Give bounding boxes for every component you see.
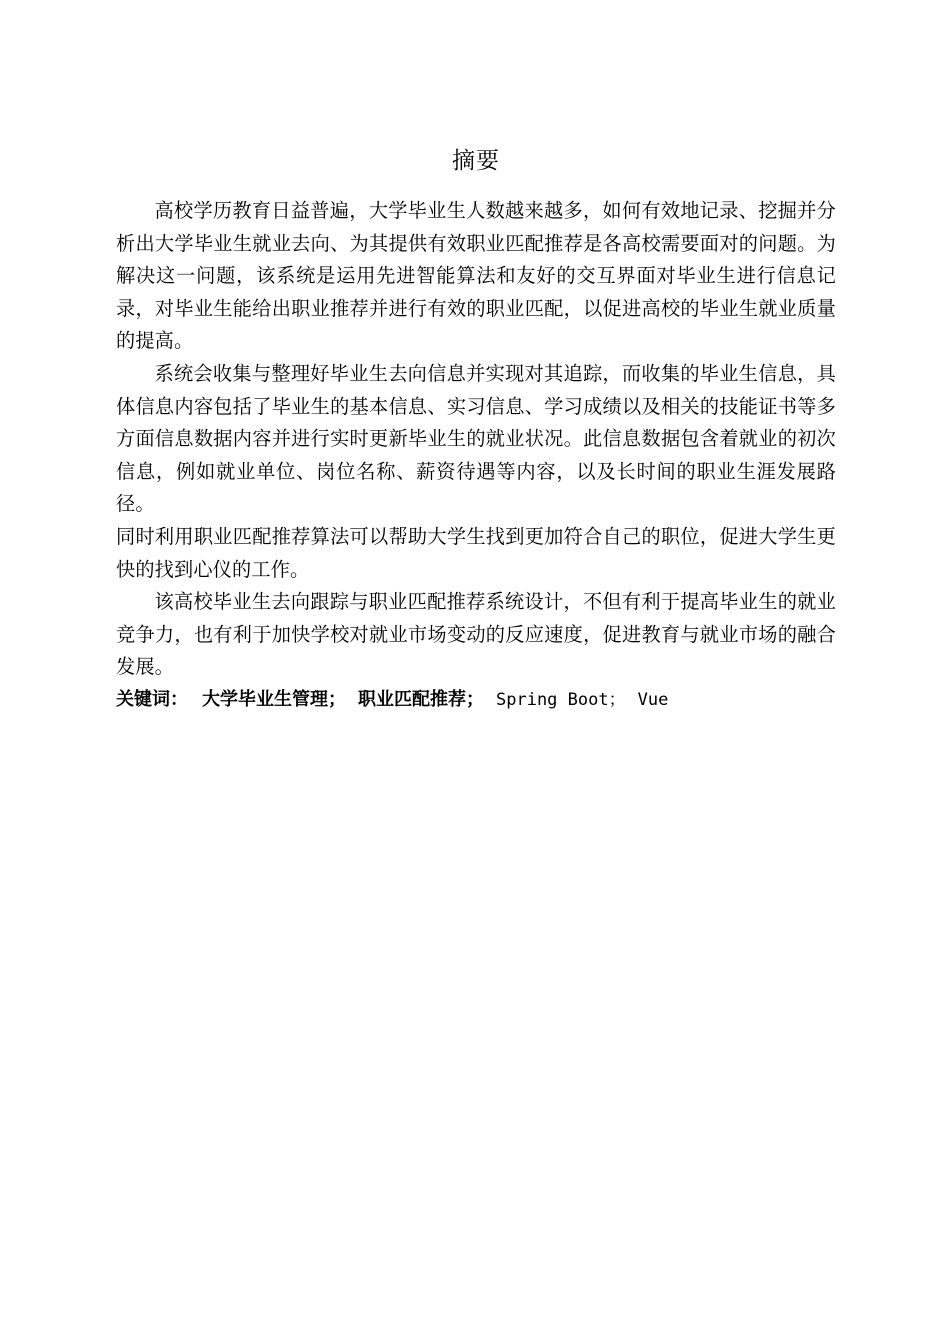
- keyword-item: Vue: [637, 689, 669, 710]
- keyword-item: 大学毕业生管理；: [202, 688, 346, 710]
- keywords-label: 关键词：: [116, 688, 188, 710]
- abstract-paragraph-3: 同时利用职业匹配推荐算法可以帮助大学生找到更加符合自己的职位，促进大学生更快的找到心仪的工作。: [116, 524, 836, 581]
- abstract-title: 摘要: [452, 148, 500, 174]
- abstract-paragraph-4: 该高校毕业生去向跟踪与职业匹配推荐系统设计，不但有利于提高毕业生的就业竞争力，也有利于加快学校对就业市场变动的反应速度，促进教育与就业市场的融合发展。: [116, 590, 836, 679]
- keywords-line: [116, 684, 836, 717]
- abstract-page: [116, 143, 836, 717]
- abstract-paragraph-2: 系统会收集与整理好毕业生去向信息并实现对其追踪，而收集的毕业生信息，具体信息内容包括了毕业生的基本信息、实习信息、学习成绩以及相关的技能证书等多方面信息数据内容并进行实时更新毕业生的就业状况。此信息数据包含着就业的初次信息，例如就业单位、岗位名称、薪资待遇等内容，以及长时间的职业生涯发展路径。: [116, 361, 836, 516]
- keyword-item: Spring Boot；: [496, 689, 626, 710]
- abstract-paragraph-1: 高校学历教育日益普遍，大学毕业生人数越来越多，如何有效地记录、挖掘并分析出大学毕业生就业去向、为其提供有效职业匹配推荐是各高校需要面对的问题。为解决这一问题，该系统是运用先进智能算法和友好的交互界面对毕业生进行信息记录，对毕业生能给出职业推荐并进行有效的职业匹配，以促进高校的毕业生就业质量的提高。: [116, 199, 836, 353]
- keyword-item: 职业匹配推荐；: [358, 688, 484, 710]
